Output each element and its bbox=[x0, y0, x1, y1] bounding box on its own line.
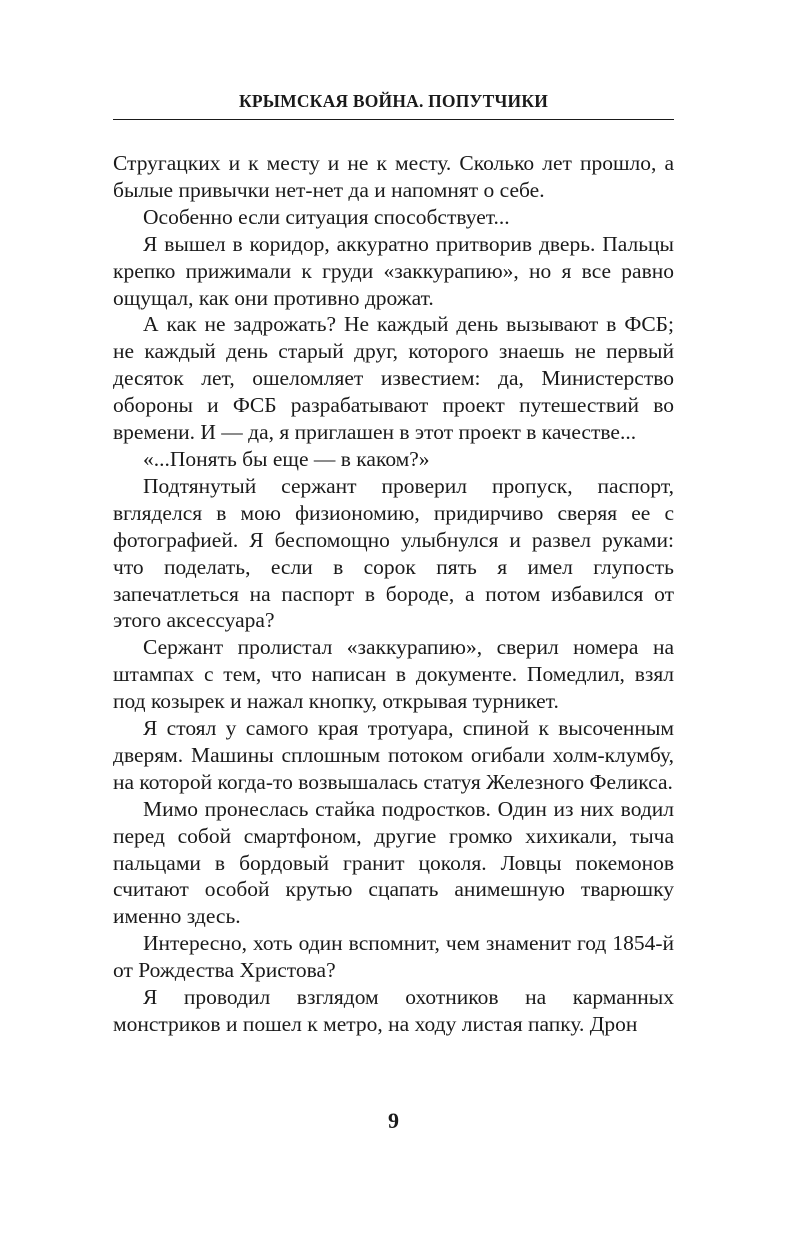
page-number: 9 bbox=[388, 1108, 399, 1133]
paragraph-10: Интересно, хоть один вспомнит, чем знаменит год 1854-й от Рождества Христова? bbox=[113, 931, 674, 983]
paragraph-8: Я стоял у самого края тротуара, спиной к высоченным дверям. Машины сплошным потоком огибали холм-клумбу, на которой когда-то возвышалась статуя Железного Феликса. bbox=[113, 716, 674, 794]
paragraph-2: Особенно если ситуация способствует... bbox=[143, 204, 510, 229]
page-body-text bbox=[113, 150, 674, 1038]
paragraph-4: А как не задрожать? Не каждый день вызывают в ФСБ; не каждый день старый друг, которого знаешь не первый десяток лет, ошеломляет известием: да, Министерство обороны и ФСБ разрабатывают проект путешествий во времени. И — да, я приглашен в этот проект в качестве... bbox=[113, 312, 674, 445]
paragraph-1: Стругацких и к месту и не к месту. Сколько лет прошло, а былые привычки нет-нет да и напомнят о себе. bbox=[113, 151, 674, 202]
header-rule bbox=[113, 119, 674, 120]
running-header: КРЫМСКАЯ ВОЙНА. ПОПУТЧИКИ bbox=[238, 91, 549, 111]
paragraph-6: Подтянутый сержант проверил пропуск, паспорт, вгляделся в мою физиономию, придирчиво сверяя ее с фотографией. Я беспомощно улыбнулся и развел руками: что поделать, если в сорок пять я имел глупость запечатлеться на паспорт в бороде, а потом избавился от этого аксессуара? bbox=[113, 473, 674, 633]
paragraph-5: «...Понять бы еще — в каком?» bbox=[143, 446, 430, 471]
paragraph-11: Я проводил взглядом охотников на карманных монстриков и пошел к метро, на ходу листая папку. Дрон bbox=[113, 985, 674, 1036]
paragraph-3: Я вышел в коридор, аккуратно притворив дверь. Пальцы крепко прижимали к груди «заккурапию», но я все равно ощущал, как они противно дрожат. bbox=[113, 231, 674, 310]
paragraph-7: Сержант пролистал «заккурапию», сверил номера на штампах с тем, что написан в документе. Помедлил, взял под козырек и нажал кнопку, открывая турникет. bbox=[113, 635, 674, 714]
paragraph-9: Мимо пронеслась стайка подростков. Один из них водил перед собой смартфоном, другие громко хихикали, тыча пальцами в бордовый гранит цоколя. Ловцы покемонов считают особой крутью сцапать анимешную тварюшку именно здесь. bbox=[113, 796, 674, 929]
